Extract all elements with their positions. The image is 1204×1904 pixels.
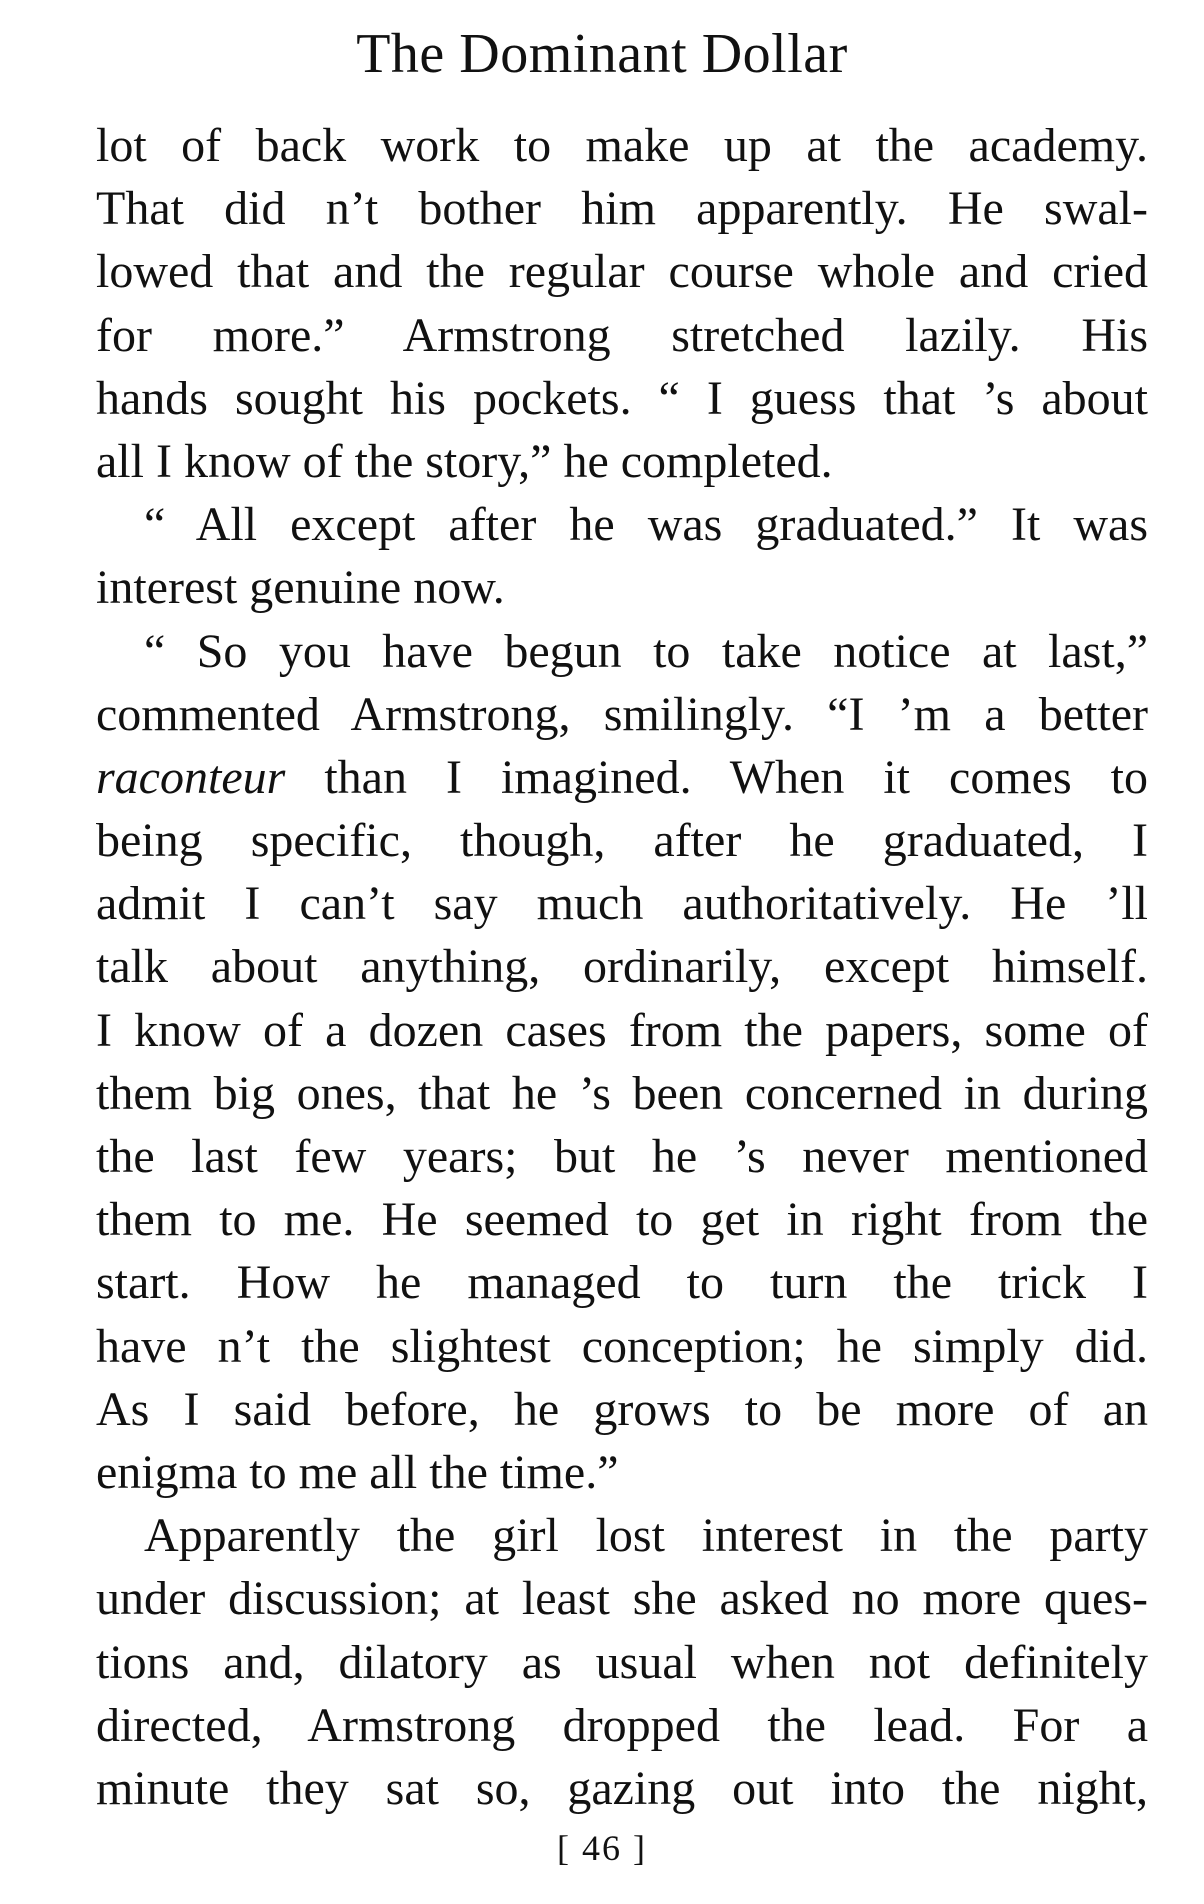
text-line: I know of a dozen cases from the papers, some of: [96, 1003, 1148, 1057]
text-line: lot of back work to make up at the academy.: [96, 119, 1148, 172]
text-line: hands sought his pockets. “ I guess that ’s about: [96, 371, 1148, 425]
text-line: Apparently the girl lost interest in the party: [144, 1509, 1148, 1563]
text-line: lowed that and the regular course whole and cried: [96, 245, 1148, 299]
text-line: all I know of the story,” he completed.: [96, 434, 833, 488]
text-line: start. How he managed to turn the trick I: [96, 1256, 1148, 1310]
text-line: them big ones, that he ’s been concerned in during: [96, 1066, 1148, 1120]
line-text: than I imagined. When it comes to: [285, 750, 1148, 804]
italic-word: raconteur: [96, 750, 286, 804]
text-line: commented Armstrong, smilingly. “I ’m a better: [96, 687, 1148, 741]
running-head: The Dominant Dollar: [356, 23, 848, 85]
text-line: enigma to me all the time.”: [96, 1445, 619, 1499]
text-line: them to me. He seemed to get in right from the: [96, 1193, 1148, 1247]
text-line: talk about anything, ordinarily, except himself.: [96, 940, 1148, 994]
text-line: directed, Armstrong dropped the lead. For a: [96, 1698, 1148, 1752]
text-line: “ All except after he was graduated.” It was: [144, 498, 1148, 552]
text-line: the last few years; but he ’s never mentioned: [96, 1130, 1148, 1183]
text-line: “ So you have begun to take notice at last,”: [144, 624, 1148, 678]
text-line: under discussion; at least she asked no more ques-: [96, 1572, 1148, 1626]
text-line: have n’t the slightest conception; he simply did.: [96, 1319, 1148, 1373]
text-line: As I said before, he grows to be more of an: [96, 1382, 1148, 1436]
body-text: [96, 114, 1148, 1820]
text-line: [96, 746, 1148, 809]
text-line: admit I can’t say much authoritatively. He ’ll: [96, 877, 1148, 931]
page-number: [ 46 ]: [557, 1828, 647, 1868]
text-line: being specific, though, after he graduated, I: [96, 814, 1148, 868]
text-line: That did n’t bother him apparently. He swal-: [96, 182, 1148, 236]
text-line: tions and, dilatory as usual when not definitely: [96, 1635, 1148, 1689]
text-line: minute they sat so, gazing out into the night,: [96, 1761, 1148, 1815]
text-line: interest genuine now.: [96, 561, 505, 615]
text-line: for more.” Armstrong stretched lazily. His: [96, 308, 1148, 362]
